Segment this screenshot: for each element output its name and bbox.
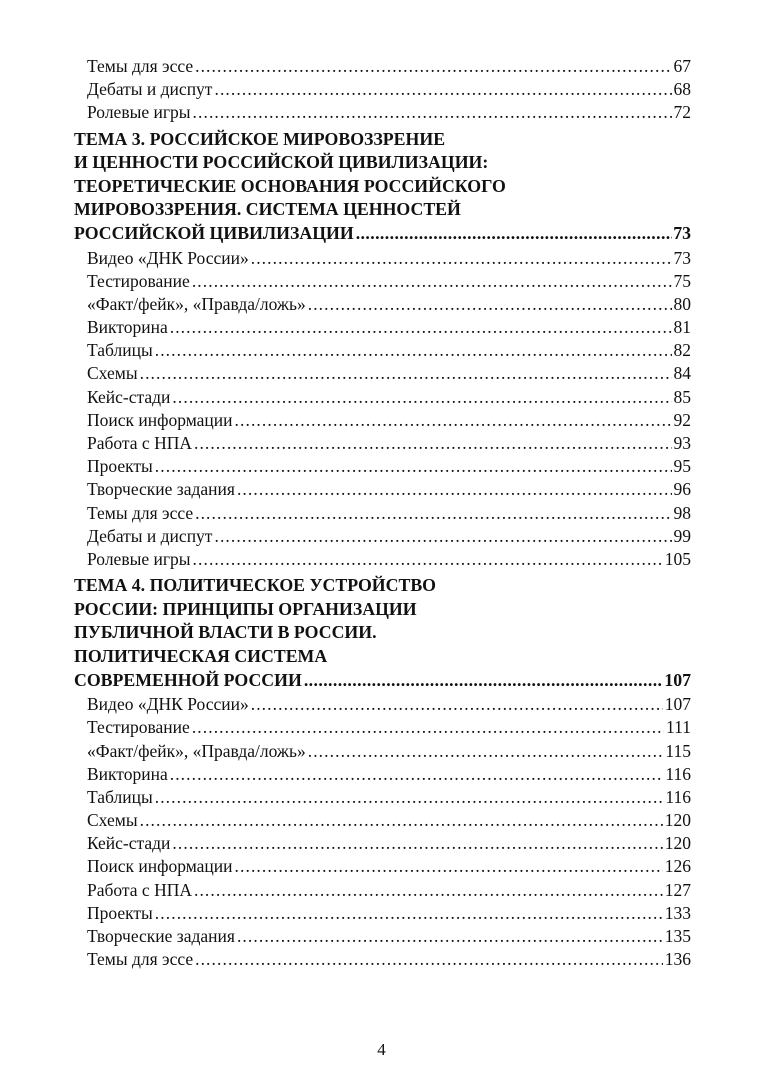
toc-entry[interactable] bbox=[74, 409, 691, 432]
topic-heading-line: ПУБЛИЧНОЙ ВЛАСТИ В РОССИИ. bbox=[74, 622, 377, 643]
toc-entry[interactable] bbox=[74, 432, 691, 455]
entry-title: Видео «ДНК России» bbox=[87, 694, 249, 715]
table-of-contents bbox=[74, 55, 691, 971]
entry-title: Проекты bbox=[87, 902, 153, 923]
entry-title: Таблицы bbox=[87, 786, 153, 807]
entry-page: 107 bbox=[664, 694, 691, 715]
entry-title: Видео «ДНК России» bbox=[87, 247, 249, 268]
page-number: 4 bbox=[377, 1040, 386, 1059]
topic-heading-line: ТЕОРЕТИЧЕСКИЕ ОСНОВАНИЯ РОССИЙСКОГО bbox=[74, 175, 506, 196]
dot-leader bbox=[172, 386, 671, 409]
entry-title: Работа с НПА bbox=[87, 433, 192, 454]
entry-page: 92 bbox=[673, 409, 691, 430]
entry-title: Темы для эссе bbox=[87, 502, 194, 523]
dot-leader bbox=[192, 716, 664, 739]
entry-title: Темы для эссе bbox=[87, 949, 194, 970]
toc-entry[interactable] bbox=[74, 525, 691, 548]
entry-title: Ролевые игры bbox=[87, 548, 191, 569]
entry-title: Поиск информации bbox=[87, 856, 233, 877]
entry-page: 115 bbox=[665, 740, 691, 761]
entry-page: 133 bbox=[664, 902, 691, 923]
topic-heading-line: ТЕМА 4. ПОЛИТИЧЕСКОЕ УСТРОЙСТВО bbox=[74, 575, 437, 596]
entry-title: Дебаты и диспут bbox=[87, 525, 213, 546]
entry-title: Творческие задания bbox=[87, 926, 235, 946]
dot-leader bbox=[214, 78, 671, 101]
entry-title: «Факт/фейк», «Правда/ложь» bbox=[87, 740, 306, 761]
dot-leader bbox=[155, 339, 672, 362]
entry-title: Темы для эссе bbox=[87, 56, 194, 76]
dot-leader bbox=[304, 669, 664, 693]
dot-leader bbox=[155, 786, 664, 809]
dot-leader bbox=[237, 478, 672, 501]
entry-page: 85 bbox=[673, 386, 691, 407]
entry-title: «Факт/фейк», «Правда/ложь» bbox=[87, 293, 306, 314]
entry-page: 98 bbox=[673, 502, 691, 523]
dot-leader bbox=[195, 55, 671, 78]
toc-entry[interactable] bbox=[74, 316, 691, 339]
entry-title: Кейс-стади bbox=[87, 833, 171, 854]
entry-page: 72 bbox=[673, 102, 691, 123]
entry-page: 105 bbox=[664, 548, 691, 569]
toc-entry[interactable] bbox=[74, 478, 691, 501]
dot-leader bbox=[193, 101, 672, 124]
toc-entry[interactable] bbox=[74, 362, 691, 385]
entry-title: Викторина bbox=[87, 763, 168, 784]
topic-page: 107 bbox=[664, 669, 691, 690]
entry-page: 82 bbox=[673, 340, 691, 361]
intro-entries bbox=[74, 55, 691, 125]
toc-entry[interactable] bbox=[74, 925, 691, 948]
topic-page: 73 bbox=[673, 222, 691, 243]
topic-heading-line: РОССИИ: ПРИНЦИПЫ ОРГАНИЗАЦИИ bbox=[74, 598, 417, 619]
dot-leader bbox=[172, 832, 662, 855]
entry-title: Тестирование bbox=[87, 717, 190, 738]
entry-title: Поиск информации bbox=[87, 409, 233, 430]
entry-page: 99 bbox=[673, 525, 691, 546]
dot-leader bbox=[308, 740, 664, 763]
dot-leader bbox=[251, 247, 672, 270]
toc-entry[interactable] bbox=[74, 386, 691, 409]
toc-entry[interactable] bbox=[74, 902, 691, 925]
entry-title: Викторина bbox=[87, 317, 168, 338]
toc-entry[interactable] bbox=[74, 809, 691, 832]
entry-page: 93 bbox=[673, 433, 691, 454]
entry-title: Кейс-стади bbox=[87, 386, 171, 407]
entry-page: 116 bbox=[665, 786, 691, 807]
dot-leader bbox=[170, 316, 672, 339]
entry-page: 80 bbox=[673, 293, 691, 314]
entry-title: Схемы bbox=[87, 363, 138, 384]
entry-page: 120 bbox=[664, 810, 691, 831]
toc-entry[interactable] bbox=[74, 293, 691, 316]
topic-heading-line: СОВРЕМЕННОЙ РОССИИ bbox=[74, 669, 302, 690]
entry-page: 116 bbox=[665, 763, 691, 784]
topic-heading-line: ТЕМА 3. РОССИЙСКОЕ МИРОВОЗЗРЕНИЕ bbox=[74, 128, 446, 149]
entry-title: Таблицы bbox=[87, 340, 153, 361]
entry-title: Дебаты и диспут bbox=[87, 79, 213, 100]
toc-entry[interactable] bbox=[74, 740, 691, 763]
topic-4-entries bbox=[74, 693, 691, 971]
dot-leader bbox=[214, 525, 671, 548]
dot-leader bbox=[170, 763, 664, 786]
dot-leader bbox=[237, 925, 663, 948]
entry-page: 67 bbox=[673, 56, 691, 76]
toc-entry[interactable] bbox=[74, 455, 691, 478]
topic-3-heading[interactable] bbox=[74, 128, 691, 246]
entry-page: 84 bbox=[673, 363, 691, 384]
dot-leader bbox=[356, 222, 673, 246]
entry-title: Творческие задания bbox=[87, 479, 235, 500]
toc-entry[interactable] bbox=[74, 832, 691, 855]
entry-title: Схемы bbox=[87, 810, 138, 831]
entry-page: 81 bbox=[673, 317, 691, 338]
toc-entry[interactable] bbox=[74, 855, 691, 878]
entry-page: 135 bbox=[664, 926, 691, 946]
entry-title: Работа с НПА bbox=[87, 879, 192, 900]
entry-page: 75 bbox=[673, 270, 691, 291]
entry-page: 126 bbox=[664, 856, 691, 877]
entry-page: 95 bbox=[673, 456, 691, 477]
toc-entry[interactable] bbox=[74, 78, 691, 101]
dot-leader bbox=[194, 879, 663, 902]
entry-page: 127 bbox=[664, 879, 691, 900]
toc-entry[interactable] bbox=[74, 548, 691, 571]
toc-entry[interactable] bbox=[74, 948, 691, 971]
topic-heading-last-line bbox=[74, 222, 691, 246]
dot-leader bbox=[155, 902, 663, 925]
dot-leader bbox=[235, 855, 663, 878]
toc-entry[interactable] bbox=[74, 502, 691, 525]
toc-entry[interactable] bbox=[74, 247, 691, 270]
dot-leader bbox=[308, 293, 672, 316]
dot-leader bbox=[193, 548, 663, 571]
toc-entry[interactable] bbox=[74, 716, 691, 739]
topic-4-heading[interactable] bbox=[74, 574, 691, 692]
entry-title: Проекты bbox=[87, 456, 153, 477]
dot-leader bbox=[194, 432, 672, 455]
toc-entry[interactable] bbox=[74, 786, 691, 809]
dot-leader bbox=[140, 809, 663, 832]
topic-3-entries bbox=[74, 247, 691, 572]
toc-entry[interactable] bbox=[74, 101, 691, 124]
topic-heading-line: РОССИЙСКОЙ ЦИВИЛИЗАЦИИ bbox=[74, 222, 354, 243]
entry-title: Тестирование bbox=[87, 270, 190, 291]
entry-page: 96 bbox=[673, 479, 691, 500]
dot-leader bbox=[251, 693, 663, 716]
dot-leader bbox=[192, 270, 672, 293]
entry-page: 68 bbox=[673, 79, 691, 100]
entry-page: 111 bbox=[666, 717, 691, 738]
entry-title: Ролевые игры bbox=[87, 102, 191, 123]
entry-page: 136 bbox=[664, 949, 691, 970]
toc-entry[interactable] bbox=[74, 693, 691, 716]
topic-heading-line: МИРОВОЗЗРЕНИЯ. СИСТЕМА ЦЕННОСТЕЙ bbox=[74, 199, 461, 220]
topic-heading-line: ПОЛИТИЧЕСКАЯ СИСТЕМА bbox=[74, 645, 328, 666]
toc-entry[interactable] bbox=[74, 270, 691, 293]
toc-entry[interactable] bbox=[74, 339, 691, 362]
topic-heading-line: И ЦЕННОСТИ РОССИЙСКОЙ ЦИВИЛИЗАЦИИ: bbox=[74, 152, 489, 173]
entry-page: 120 bbox=[664, 833, 691, 854]
dot-leader bbox=[235, 409, 672, 432]
dot-leader bbox=[155, 455, 672, 478]
toc-entry[interactable] bbox=[74, 763, 691, 786]
topic-heading-last-line bbox=[74, 669, 691, 693]
toc-entry[interactable] bbox=[74, 55, 691, 78]
dot-leader bbox=[140, 362, 672, 385]
dot-leader bbox=[195, 948, 663, 971]
dot-leader bbox=[195, 502, 671, 525]
entry-page: 73 bbox=[673, 247, 691, 268]
toc-entry[interactable] bbox=[74, 879, 691, 902]
